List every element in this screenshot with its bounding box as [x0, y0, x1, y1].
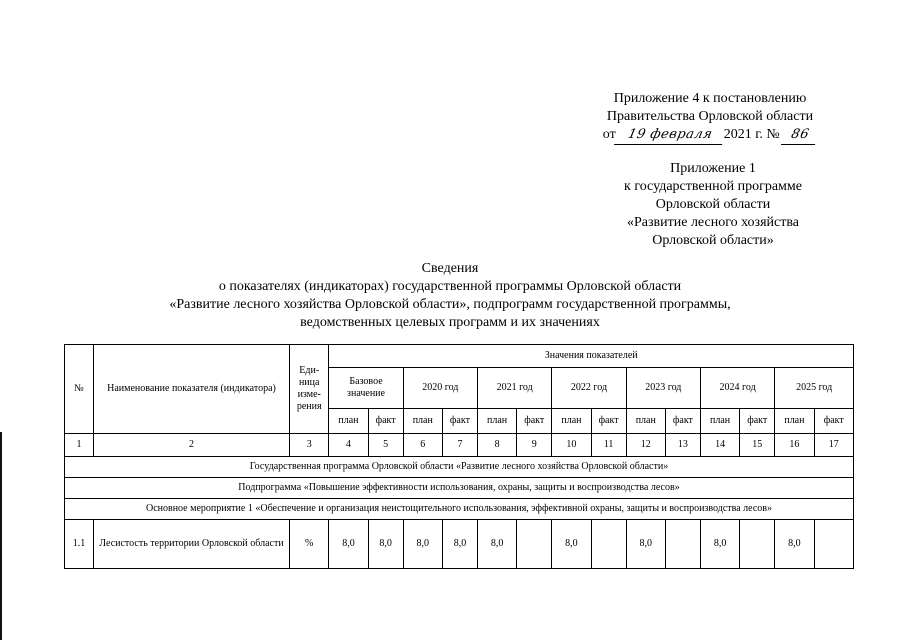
program-title: Государственная программа Орловской области «Развитие лесного хозяйства Орловской области»	[65, 457, 854, 478]
approval-from: от	[602, 127, 616, 142]
value-cell	[740, 520, 775, 569]
column-number: 12	[626, 434, 665, 457]
period-header: 2024 год	[700, 368, 774, 409]
period-header: 2025 год	[775, 368, 854, 409]
column-number: 7	[442, 434, 477, 457]
column-number: 5	[368, 434, 403, 457]
plan-header: план	[329, 409, 368, 434]
approval-line-1: Приложение 4 к постановлению	[613, 91, 807, 106]
value-cell: 8,0	[775, 520, 814, 569]
row-number: 1.1	[65, 520, 94, 569]
measure-row	[65, 499, 854, 520]
scan-edge-line	[0, 432, 2, 640]
row-unit: %	[290, 520, 329, 569]
row-indicator-name: Лесистость территории Орловской области	[93, 520, 289, 569]
approval-year: 2021 г. №	[723, 127, 780, 142]
value-cell	[591, 520, 626, 569]
fact-header: факт	[442, 409, 477, 434]
value-cell: 8,0	[552, 520, 591, 569]
column-number: 16	[775, 434, 814, 457]
title-line-1: Сведения	[421, 261, 479, 276]
subprogram-row	[65, 478, 854, 499]
approval-line-2: Правительства Орловской области	[606, 109, 814, 124]
appendix-line-4: «Развитие лесного хозяйства	[626, 215, 799, 230]
document-title	[60, 260, 840, 332]
value-cell: 8,0	[442, 520, 477, 569]
column-number: 6	[403, 434, 442, 457]
value-cell	[517, 520, 552, 569]
column-number: 15	[740, 434, 775, 457]
column-number: 13	[665, 434, 700, 457]
fact-header: факт	[740, 409, 775, 434]
value-cell	[665, 520, 700, 569]
header-row-1	[65, 345, 854, 368]
approval-date-line	[540, 126, 880, 145]
appendix-line-2: к государственной программе	[624, 179, 802, 194]
header-number: №	[65, 345, 94, 434]
value-cell	[814, 520, 853, 569]
subprogram-title: Подпрограмма «Повышение эффективности использования, охраны, защиты и воспроизводства лесов»	[65, 478, 854, 499]
period-header: Базовое значение	[329, 368, 403, 409]
appendix-line-1: Приложение 1	[670, 161, 756, 176]
plan-header: план	[700, 409, 739, 434]
plan-header: план	[477, 409, 516, 434]
appendix-line-5: Орловской области»	[652, 233, 774, 248]
period-header: 2022 год	[552, 368, 626, 409]
handwritten-date: 19 февраля	[614, 126, 726, 145]
column-number: 10	[552, 434, 591, 457]
plan-header: план	[626, 409, 665, 434]
value-cell: 8,0	[477, 520, 516, 569]
plan-header: план	[552, 409, 591, 434]
fact-header: факт	[591, 409, 626, 434]
approval-header	[540, 90, 880, 145]
plan-header: план	[403, 409, 442, 434]
period-header: 2021 год	[477, 368, 551, 409]
plan-header: план	[775, 409, 814, 434]
title-line-2: о показателях (индикаторах) государственной программы Орловской области	[218, 279, 682, 294]
column-number: 9	[517, 434, 552, 457]
header-values: Значения показателей	[329, 345, 854, 368]
fact-header: факт	[665, 409, 700, 434]
period-header: 2023 год	[626, 368, 700, 409]
value-cell: 8,0	[368, 520, 403, 569]
header-unit: Еди- ница изме- рения	[290, 345, 329, 434]
program-row	[65, 457, 854, 478]
measure-title: Основное мероприятие 1 «Обеспечение и организация неистощительного использования, эффективной охраны, защиты и воспроизводства лесов»	[65, 499, 854, 520]
value-cell: 8,0	[403, 520, 442, 569]
column-number: 17	[814, 434, 853, 457]
appendix-line-3: Орловской области	[655, 197, 771, 212]
title-line-4: ведомственных целевых программ и их значениях	[300, 315, 600, 330]
value-cell: 8,0	[626, 520, 665, 569]
table-row	[65, 520, 854, 569]
fact-header: факт	[368, 409, 403, 434]
value-cell: 8,0	[700, 520, 739, 569]
header-indicator-name: Наименование показателя (индикатора)	[93, 345, 289, 434]
appendix-header	[590, 160, 836, 250]
column-number: 8	[477, 434, 516, 457]
period-header: 2020 год	[403, 368, 477, 409]
column-numbering-row	[65, 434, 854, 457]
fact-header: факт	[814, 409, 853, 434]
column-number: 4	[329, 434, 368, 457]
column-number: 3	[290, 434, 329, 457]
handwritten-number: 86	[781, 126, 819, 145]
value-cell: 8,0	[329, 520, 368, 569]
column-number: 2	[93, 434, 289, 457]
fact-header: факт	[517, 409, 552, 434]
indicators-table	[64, 344, 854, 569]
column-number: 14	[700, 434, 739, 457]
column-number: 11	[591, 434, 626, 457]
column-number: 1	[65, 434, 94, 457]
title-line-3: «Развитие лесного хозяйства Орловской области», подпрограмм государственной программы,	[169, 297, 731, 312]
